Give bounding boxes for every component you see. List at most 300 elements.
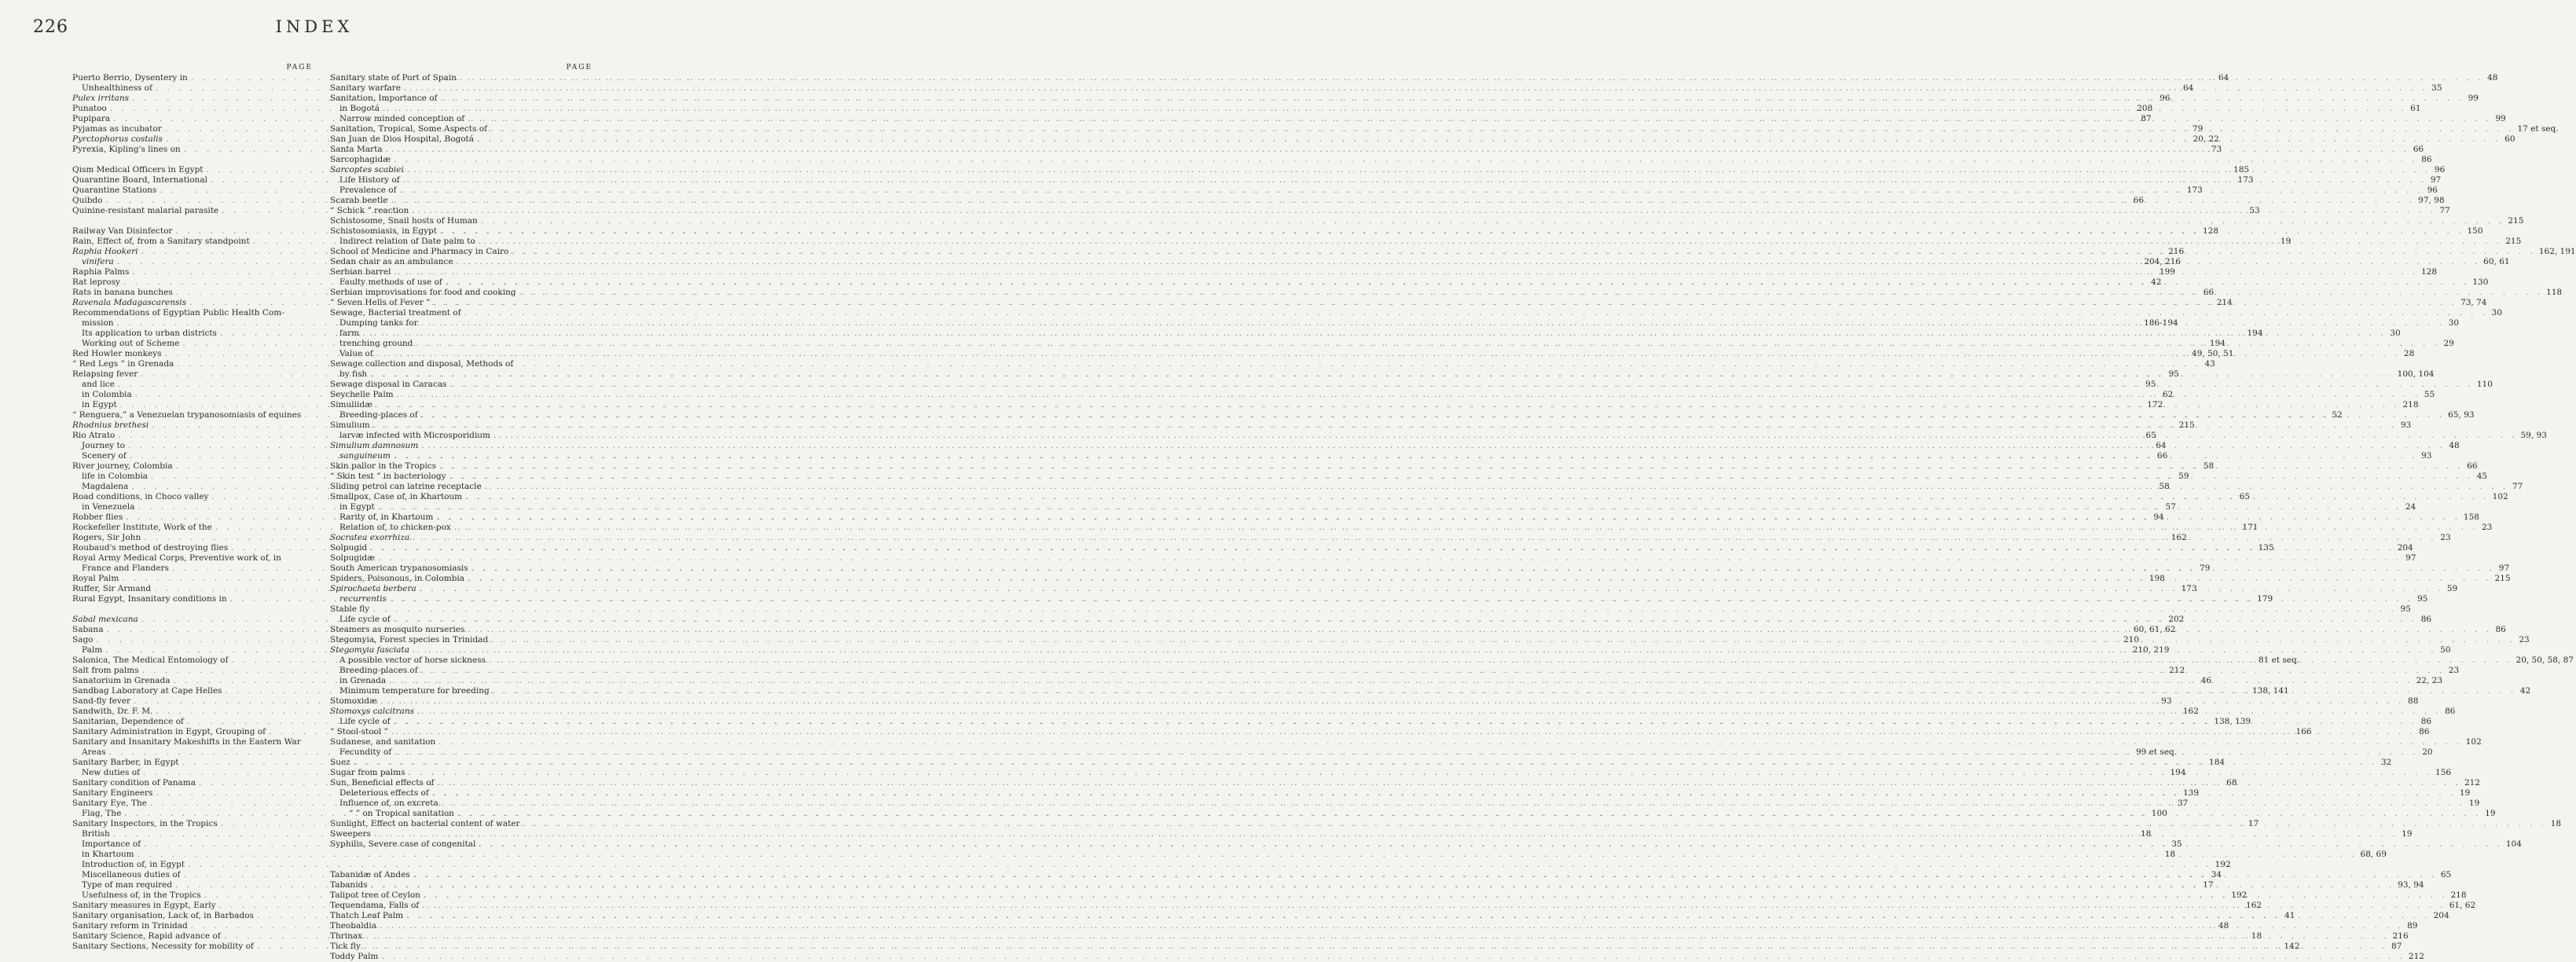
index-pages: 172 bbox=[2147, 400, 2163, 409]
index-term: Sand-fly fever bbox=[72, 696, 131, 706]
index-term: Seychelle Palm bbox=[330, 390, 394, 399]
leader-dots bbox=[461, 308, 2489, 318]
leader-dots bbox=[391, 267, 2418, 277]
index-pages: 150 bbox=[2467, 226, 2483, 236]
index-pages: 93 bbox=[2400, 420, 2412, 430]
index-term: Sarcoptes scabiei bbox=[330, 165, 404, 174]
index-term: Serbian improvisations for food and cooking bbox=[330, 288, 516, 297]
index-term: School of Medicine and Pharmacy in Cairo bbox=[330, 247, 509, 256]
index-pages: 46 bbox=[2200, 676, 2212, 685]
index-term: Breeding-places of bbox=[339, 666, 418, 675]
index-term: and lice bbox=[82, 380, 115, 389]
leader-dots bbox=[420, 890, 2448, 901]
index-pages: 100 bbox=[2151, 809, 2167, 818]
index-pages: 139 bbox=[2182, 788, 2200, 798]
index-pages: 81 et seq. bbox=[2258, 655, 2300, 665]
index-pages: 28 bbox=[2403, 349, 2415, 358]
index-pages bbox=[2541, 359, 2555, 369]
index-term: A possible vector of horse sickness bbox=[339, 655, 486, 665]
index-gap bbox=[72, 604, 314, 615]
index-term: British bbox=[82, 829, 110, 839]
index-pages: 162 bbox=[2246, 901, 2262, 910]
index-term: in Colombia bbox=[82, 390, 132, 399]
index-term: Sandbag Laboratory at Cape Helles bbox=[72, 686, 222, 696]
index-pages: 185 bbox=[2233, 165, 2250, 174]
index-term: Narrow minded conception of bbox=[339, 114, 465, 123]
leader-dots bbox=[409, 533, 2437, 543]
index-term: Sanitary and Insanitary Makeshifts in the Eastern War bbox=[72, 737, 301, 747]
index-gap bbox=[330, 860, 594, 870]
leader-dots bbox=[516, 288, 2544, 298]
index-term: Working out of Scheme bbox=[82, 339, 180, 348]
index-term: Thatch Leaf Palm bbox=[330, 911, 404, 920]
index-term: Unhealthiness of bbox=[82, 83, 152, 93]
leader-dots bbox=[377, 696, 2405, 707]
index-term: Sanatorium in Grenada bbox=[72, 676, 171, 685]
index-pages: 23 bbox=[2448, 666, 2460, 675]
index-term: Talipot tree of Ceylon bbox=[330, 890, 420, 900]
index-term: Relapsing fever bbox=[72, 369, 138, 379]
page-column-heading: PAGE bbox=[566, 64, 593, 72]
leader-dots bbox=[418, 410, 2446, 420]
index-term: Sliding petrol can latrine receptacle bbox=[330, 482, 482, 491]
index-pages: 68 bbox=[2226, 778, 2237, 788]
index-pages: 64 bbox=[2183, 83, 2194, 93]
index-term: Sedan chair as an ambulance bbox=[330, 257, 453, 266]
leader-dots bbox=[371, 829, 2398, 839]
index-pages: 19 bbox=[2485, 809, 2496, 818]
index-term: Sandwith, Dr. F. M. bbox=[72, 707, 153, 716]
index-pages: 87 bbox=[2391, 942, 2402, 951]
index-pages: 96 bbox=[2434, 165, 2446, 174]
index-pages: 202 bbox=[2168, 615, 2185, 624]
index-pages: 110 bbox=[2476, 380, 2493, 389]
leader-dots bbox=[405, 768, 2433, 778]
leader-dots bbox=[404, 165, 2431, 175]
index-term: Sanitary Science, Rapid advance of bbox=[72, 931, 221, 941]
leader-dots bbox=[478, 216, 2505, 226]
index-pages: 162, 191 bbox=[2538, 247, 2576, 256]
index-term: Quibdo bbox=[72, 196, 103, 205]
index-entry bbox=[330, 216, 2524, 226]
index-term: River journey, Colombia bbox=[72, 461, 173, 471]
index-term: Rat leprosy bbox=[72, 277, 120, 287]
index-pages: 96 bbox=[2427, 185, 2438, 195]
leader-dots bbox=[362, 931, 2390, 942]
index-pages: 64 bbox=[2218, 73, 2229, 83]
index-term: Royal Army Medical Corps, Preventive work of, in bbox=[72, 553, 281, 563]
index-term: Breeding-places of bbox=[339, 410, 418, 420]
index-term: Skin pallor in the Tropics bbox=[330, 461, 437, 471]
leader-dots bbox=[383, 145, 2410, 155]
leader-dots bbox=[376, 921, 2404, 931]
index-term: Usefulness of, in the Tropics bbox=[82, 890, 201, 900]
index-pages: 34 bbox=[2211, 870, 2222, 879]
index-term: Quinine-resistant malarial parasite bbox=[72, 206, 219, 215]
index-pages: 184 bbox=[2209, 758, 2226, 767]
index-term: Magdalena bbox=[82, 482, 129, 491]
index-term: Rarity of, in Khartoum bbox=[339, 512, 434, 522]
index-pages: 48 bbox=[2449, 441, 2460, 450]
index-pages: 86 bbox=[2495, 625, 2506, 634]
index-pages: 29 bbox=[2443, 339, 2454, 348]
index-pages: 30 bbox=[2491, 308, 2503, 318]
index-term: Spirochaeta berbera bbox=[330, 584, 416, 593]
index-term: Rio Atrato bbox=[72, 431, 116, 440]
index-term: farm bbox=[339, 329, 360, 338]
index-term: Flag, The bbox=[82, 809, 122, 818]
index-term: “ Seven Hells of Fever ” bbox=[330, 298, 431, 307]
index-term: France and Flanders bbox=[82, 564, 169, 573]
index-term: Spiders, Poisonous, in Colombia bbox=[330, 574, 465, 583]
index-pages: 66 bbox=[2467, 461, 2478, 471]
index-term: Recommendations of Egyptian Public Health Com- bbox=[72, 308, 284, 318]
index-pages: 65 bbox=[2440, 870, 2452, 879]
index-pages: 35 bbox=[2171, 839, 2182, 849]
index-pages: 20, 50, 58, 87 bbox=[2515, 655, 2574, 665]
index-term: Importance of bbox=[82, 839, 141, 849]
leader-dots bbox=[391, 451, 2418, 461]
index-pages: 95 bbox=[2168, 369, 2179, 379]
index-gap bbox=[72, 155, 314, 165]
leader-dots bbox=[391, 155, 2418, 165]
index-pages: 194 bbox=[2247, 329, 2263, 338]
index-term: Royal Palm bbox=[72, 574, 119, 583]
index-term: Salonica, The Medical Entomology of bbox=[72, 655, 229, 665]
index-term: larvæ infected with Microsporidium bbox=[339, 431, 490, 440]
index-pages: 50 bbox=[2440, 645, 2451, 655]
leader-dots bbox=[475, 237, 2503, 247]
index-pages: 48 bbox=[2218, 921, 2229, 931]
index-pages: 19 bbox=[2459, 788, 2471, 798]
index-term: Sanitary organisation, Lack of, in Barbados bbox=[72, 911, 254, 920]
index-term: Scarab beetle bbox=[330, 196, 388, 205]
leader-dots bbox=[368, 880, 2395, 890]
leader-dots bbox=[442, 277, 2470, 288]
index-pages: 86 bbox=[2419, 727, 2430, 736]
index-term: Raphia Hookeri bbox=[72, 247, 138, 256]
index-pages: 210, 219 bbox=[2132, 645, 2170, 655]
index-pages: 79 bbox=[2200, 564, 2211, 573]
index-term: Rain, Effect of, from a Sanitary standpoint bbox=[72, 237, 250, 246]
index-term: Red Howler monkeys bbox=[72, 349, 162, 358]
index-term: Relation of, to chicken-pox bbox=[339, 523, 451, 532]
index-pages: 42 bbox=[2151, 277, 2162, 287]
index-term: Simulium bbox=[330, 420, 370, 430]
index-pages: 171 bbox=[2242, 523, 2259, 532]
index-pages: 18 bbox=[2550, 819, 2562, 828]
leader-dots bbox=[435, 737, 2463, 747]
index-term: Quarantine Board, International bbox=[72, 175, 207, 185]
leader-dots bbox=[394, 390, 2421, 400]
index-pages: 212 bbox=[2169, 666, 2185, 675]
leader-dots bbox=[474, 134, 2501, 145]
index-pages: 97 bbox=[2498, 564, 2510, 573]
index-pages: 68, 69 bbox=[2360, 850, 2387, 859]
index-pages: 99 bbox=[2495, 114, 2506, 123]
index-pages: 212 bbox=[2464, 778, 2480, 788]
index-pages: 104 bbox=[2505, 839, 2522, 849]
index-pages: 215 bbox=[2505, 237, 2522, 246]
index-term: Simulium damnosum bbox=[330, 441, 419, 450]
index-term: Prevalence of bbox=[339, 185, 397, 195]
index-term: life in Colombia bbox=[82, 472, 148, 481]
index-term: San Juan de Dios Hospital, Bogotá bbox=[330, 134, 475, 144]
index-term: Rhodnius brethesi bbox=[72, 420, 149, 430]
page-header bbox=[33, 17, 596, 44]
leader-dots bbox=[488, 635, 2515, 645]
index-pages: 22, 23 bbox=[2416, 676, 2443, 685]
index-term: Schistosome, Snail hosts of Human bbox=[330, 216, 478, 226]
index-pages: 87 bbox=[2141, 114, 2152, 123]
index-term: Sanitarian, Dependence of bbox=[72, 717, 184, 726]
index-pages: 215 bbox=[2494, 574, 2511, 583]
index-pages: 35 bbox=[2431, 83, 2442, 93]
index-term: Stegomyia fasciata bbox=[330, 645, 410, 655]
index-term: Life cycle of bbox=[339, 717, 391, 726]
index-term: sanguineum bbox=[339, 451, 391, 461]
leader-dots bbox=[391, 615, 2418, 625]
index-term: in Egypt bbox=[82, 400, 117, 409]
index-term: Tick fly bbox=[330, 942, 361, 951]
leader-dots bbox=[372, 400, 2400, 410]
page-number: 226 bbox=[33, 17, 68, 37]
index-pages: 79 bbox=[2192, 124, 2204, 134]
index-entry bbox=[330, 604, 2411, 615]
index-pages: 204 bbox=[2433, 911, 2449, 920]
index-term: in Khartoum bbox=[82, 850, 134, 859]
index-pages: 93 bbox=[2421, 451, 2432, 461]
index-term: Pulex irritans bbox=[72, 94, 130, 103]
index-term: Pupipara bbox=[72, 114, 111, 123]
leader-dots bbox=[464, 114, 2492, 124]
index-term: Fecundity of bbox=[339, 747, 392, 757]
index-term: Socratea exorrhiza bbox=[330, 533, 410, 542]
index-pages: 65 bbox=[2239, 492, 2251, 501]
index-pages: 173 bbox=[2237, 175, 2254, 185]
index-pages: 73 bbox=[2211, 145, 2222, 154]
index-pages: 86 bbox=[2420, 615, 2432, 624]
index-pages: 218 bbox=[2402, 400, 2419, 409]
index-pages: 86 bbox=[2421, 155, 2432, 164]
index-term: Sugar from palms bbox=[330, 768, 405, 777]
index-pages: 19 bbox=[2280, 237, 2292, 246]
index-term: Sanitation, Importance of bbox=[330, 94, 438, 103]
index-pages: 59 bbox=[2178, 472, 2189, 481]
index-pages: 208 bbox=[2137, 104, 2153, 113]
index-term: Tabanidæ of Andes bbox=[330, 870, 410, 879]
index-pages: 156 bbox=[2435, 768, 2452, 777]
index-pages: 95 bbox=[2145, 380, 2156, 389]
index-term: Schistosomiasis, in Egypt bbox=[330, 226, 437, 236]
leader-dots bbox=[437, 94, 2464, 104]
index-pages: 215 bbox=[2178, 420, 2195, 430]
leader-dots bbox=[433, 512, 2460, 523]
index-term: Tabanids bbox=[330, 880, 368, 890]
index-term: Sanitary Inspectors, in the Tropics bbox=[72, 819, 218, 828]
index-pages: 62 bbox=[2162, 390, 2174, 399]
index-term: Serbian barrel bbox=[330, 267, 391, 277]
index-term: Steamers as mosquito nurseries bbox=[330, 625, 465, 634]
index-term: Influence of, on excreta bbox=[339, 799, 439, 808]
index-term: Pyrctophorus costalis bbox=[72, 134, 163, 144]
index-entry bbox=[72, 308, 314, 318]
index-entry bbox=[330, 359, 594, 369]
index-entry bbox=[330, 155, 2432, 165]
index-pages: 58 bbox=[2159, 482, 2170, 491]
index-term: Rural Egypt, Insanitary conditions in bbox=[72, 594, 227, 604]
leader-dots bbox=[462, 492, 2490, 502]
index-term: Sanitary warfare bbox=[330, 83, 401, 93]
index-term: New duties of bbox=[82, 768, 140, 777]
index-term: in Egypt bbox=[339, 502, 375, 512]
index-pages: 77 bbox=[2512, 482, 2523, 491]
index-pages: 60, 61 bbox=[2483, 257, 2510, 266]
index-pages: 93 bbox=[2161, 696, 2172, 706]
leader-dots bbox=[419, 901, 2446, 911]
leader-dots bbox=[418, 666, 2446, 676]
leader-dots bbox=[487, 124, 2515, 134]
leader-dots bbox=[451, 523, 2479, 533]
index-pages: 60 bbox=[2504, 134, 2515, 144]
leader-dots bbox=[439, 799, 2466, 809]
index-term: Stable fly bbox=[330, 604, 370, 614]
index-term: Sanitary condition of Panama bbox=[72, 778, 196, 788]
index-term: “ Red Legs ” in Grenada bbox=[72, 359, 174, 369]
index-pages: 65, 93 bbox=[2448, 410, 2475, 420]
index-term: Sanitary Eye, The bbox=[72, 799, 147, 808]
index-term: Sago bbox=[72, 635, 94, 644]
index-pages: 204 bbox=[2397, 543, 2413, 553]
index-term: Areas bbox=[82, 747, 106, 757]
leader-dots bbox=[380, 104, 2407, 114]
index-pages: 18 bbox=[2251, 931, 2262, 941]
index-pages: 53 bbox=[2249, 206, 2260, 215]
index-term: Journey to bbox=[82, 441, 126, 450]
index-pages: 60, 61, 62 bbox=[2133, 625, 2176, 634]
index-pages: 99 et seq. bbox=[2135, 747, 2178, 757]
index-pages: 194 bbox=[2170, 768, 2186, 777]
index-pages: 198 bbox=[2149, 574, 2165, 583]
leader-dots bbox=[359, 329, 2387, 339]
index-pages: 210 bbox=[2123, 635, 2140, 644]
index-entry bbox=[330, 308, 2503, 318]
leader-dots bbox=[486, 655, 2513, 666]
index-pages: 17 et seq. bbox=[2517, 124, 2559, 134]
index-term: Rogers, Sir John bbox=[72, 533, 141, 542]
leader-dots bbox=[369, 604, 2397, 615]
leader-dots bbox=[434, 778, 2461, 788]
index-pages: 66 bbox=[2133, 196, 2145, 205]
index-term: Its application to urban districts bbox=[82, 329, 217, 338]
index-term: Sanitary state of Port of Spain bbox=[330, 73, 457, 83]
index-pages: 20, 22 bbox=[2193, 134, 2219, 144]
index-term: Tequendama, Falls of bbox=[330, 901, 420, 910]
index-term: Sewage collection and disposal, Methods of bbox=[330, 359, 514, 369]
leader-dots bbox=[475, 839, 2503, 850]
index-term: Sudanese, and sanitation bbox=[330, 737, 436, 747]
index-entry bbox=[330, 901, 2476, 911]
index-pages: 186-194 bbox=[2144, 318, 2178, 328]
index-pages: 20 bbox=[2422, 747, 2433, 757]
index-term: Solpugid bbox=[330, 543, 368, 553]
index-term: Scenery of bbox=[82, 451, 127, 461]
index-term: Santa Marta bbox=[330, 145, 383, 154]
index-term: Raphia Palms bbox=[72, 267, 130, 277]
index-pages: 166 bbox=[2295, 727, 2312, 736]
leader-dots bbox=[375, 502, 2402, 512]
index-pages: 32 bbox=[2380, 758, 2392, 767]
leader-dots bbox=[388, 196, 2416, 206]
index-entry bbox=[330, 952, 2424, 962]
index-term: Introduction of, in Egypt bbox=[82, 860, 185, 869]
index-term: Sanitary Sections, Necessity for mobility of bbox=[72, 942, 254, 951]
index-term: recurrentis bbox=[339, 594, 387, 604]
index-pages: 96 bbox=[2160, 94, 2171, 103]
leader-dots bbox=[429, 788, 2457, 799]
index-pages: 24 bbox=[2405, 502, 2416, 512]
index-term: Thrinax bbox=[330, 931, 363, 941]
leader-dots bbox=[378, 952, 2405, 962]
index-pages: 216 bbox=[2168, 247, 2185, 256]
leader-dots bbox=[453, 257, 2481, 267]
index-pages: 55 bbox=[2424, 390, 2435, 399]
index-pages: 99 bbox=[2468, 94, 2479, 103]
leader-dots bbox=[446, 380, 2474, 390]
index-term: Dumping tanks for bbox=[339, 318, 418, 328]
index-pages: 43 bbox=[2204, 359, 2215, 369]
index-entry bbox=[72, 850, 2176, 860]
index-pages: 95 bbox=[2417, 594, 2428, 604]
index-pages: 37 bbox=[2177, 799, 2189, 808]
index-term: Punatoo bbox=[72, 104, 107, 113]
leader-dots bbox=[436, 461, 2464, 472]
index-term: Pyrexia, Kipling's lines on bbox=[72, 145, 181, 154]
index-term: by fish bbox=[339, 369, 368, 379]
index-term: trenching ground bbox=[339, 339, 413, 348]
index-pages: 59, 93 bbox=[2520, 431, 2547, 440]
index-pages: 173 bbox=[2186, 185, 2203, 195]
index-pages: 73, 74 bbox=[2460, 298, 2487, 307]
index-pages: 97, 98 bbox=[2418, 196, 2445, 205]
index-pages: 86 bbox=[2420, 717, 2432, 726]
index-pages: 162 bbox=[2182, 707, 2199, 716]
index-term: Indirect relation of Date palm to bbox=[339, 237, 475, 246]
leader-dots bbox=[418, 441, 2446, 451]
index-pages: 19 bbox=[2468, 799, 2480, 808]
index-pages: 100, 104 bbox=[2397, 369, 2435, 379]
index-term: in Bogotá bbox=[339, 104, 380, 113]
leader-dots bbox=[367, 543, 2394, 553]
index-pages: 142 bbox=[2284, 942, 2300, 951]
index-term: Stomoxys calcitrans bbox=[330, 707, 414, 716]
index-pages: 30 bbox=[2390, 329, 2401, 338]
index-term: in Grenada bbox=[339, 676, 387, 685]
index-entry bbox=[72, 676, 2212, 686]
index-term: Sabal mexicana bbox=[72, 615, 138, 624]
index-term: Robber flies bbox=[72, 512, 123, 522]
index-term: “ Schick ” reaction bbox=[330, 206, 409, 215]
leader-dots bbox=[418, 318, 2446, 329]
index-pages: 118 bbox=[2546, 288, 2563, 297]
index-term: Ravenala Madagascarensis bbox=[72, 298, 187, 307]
index-term: Rats in banana bunches bbox=[72, 288, 173, 297]
index-term: Sanitary reform in Trinidad bbox=[72, 921, 188, 931]
index-gap bbox=[72, 216, 314, 226]
index-entry bbox=[330, 737, 2482, 747]
index-pages: 41 bbox=[2284, 911, 2295, 920]
index-term: Sanitary Administration in Egypt, Grouping of bbox=[72, 727, 266, 736]
